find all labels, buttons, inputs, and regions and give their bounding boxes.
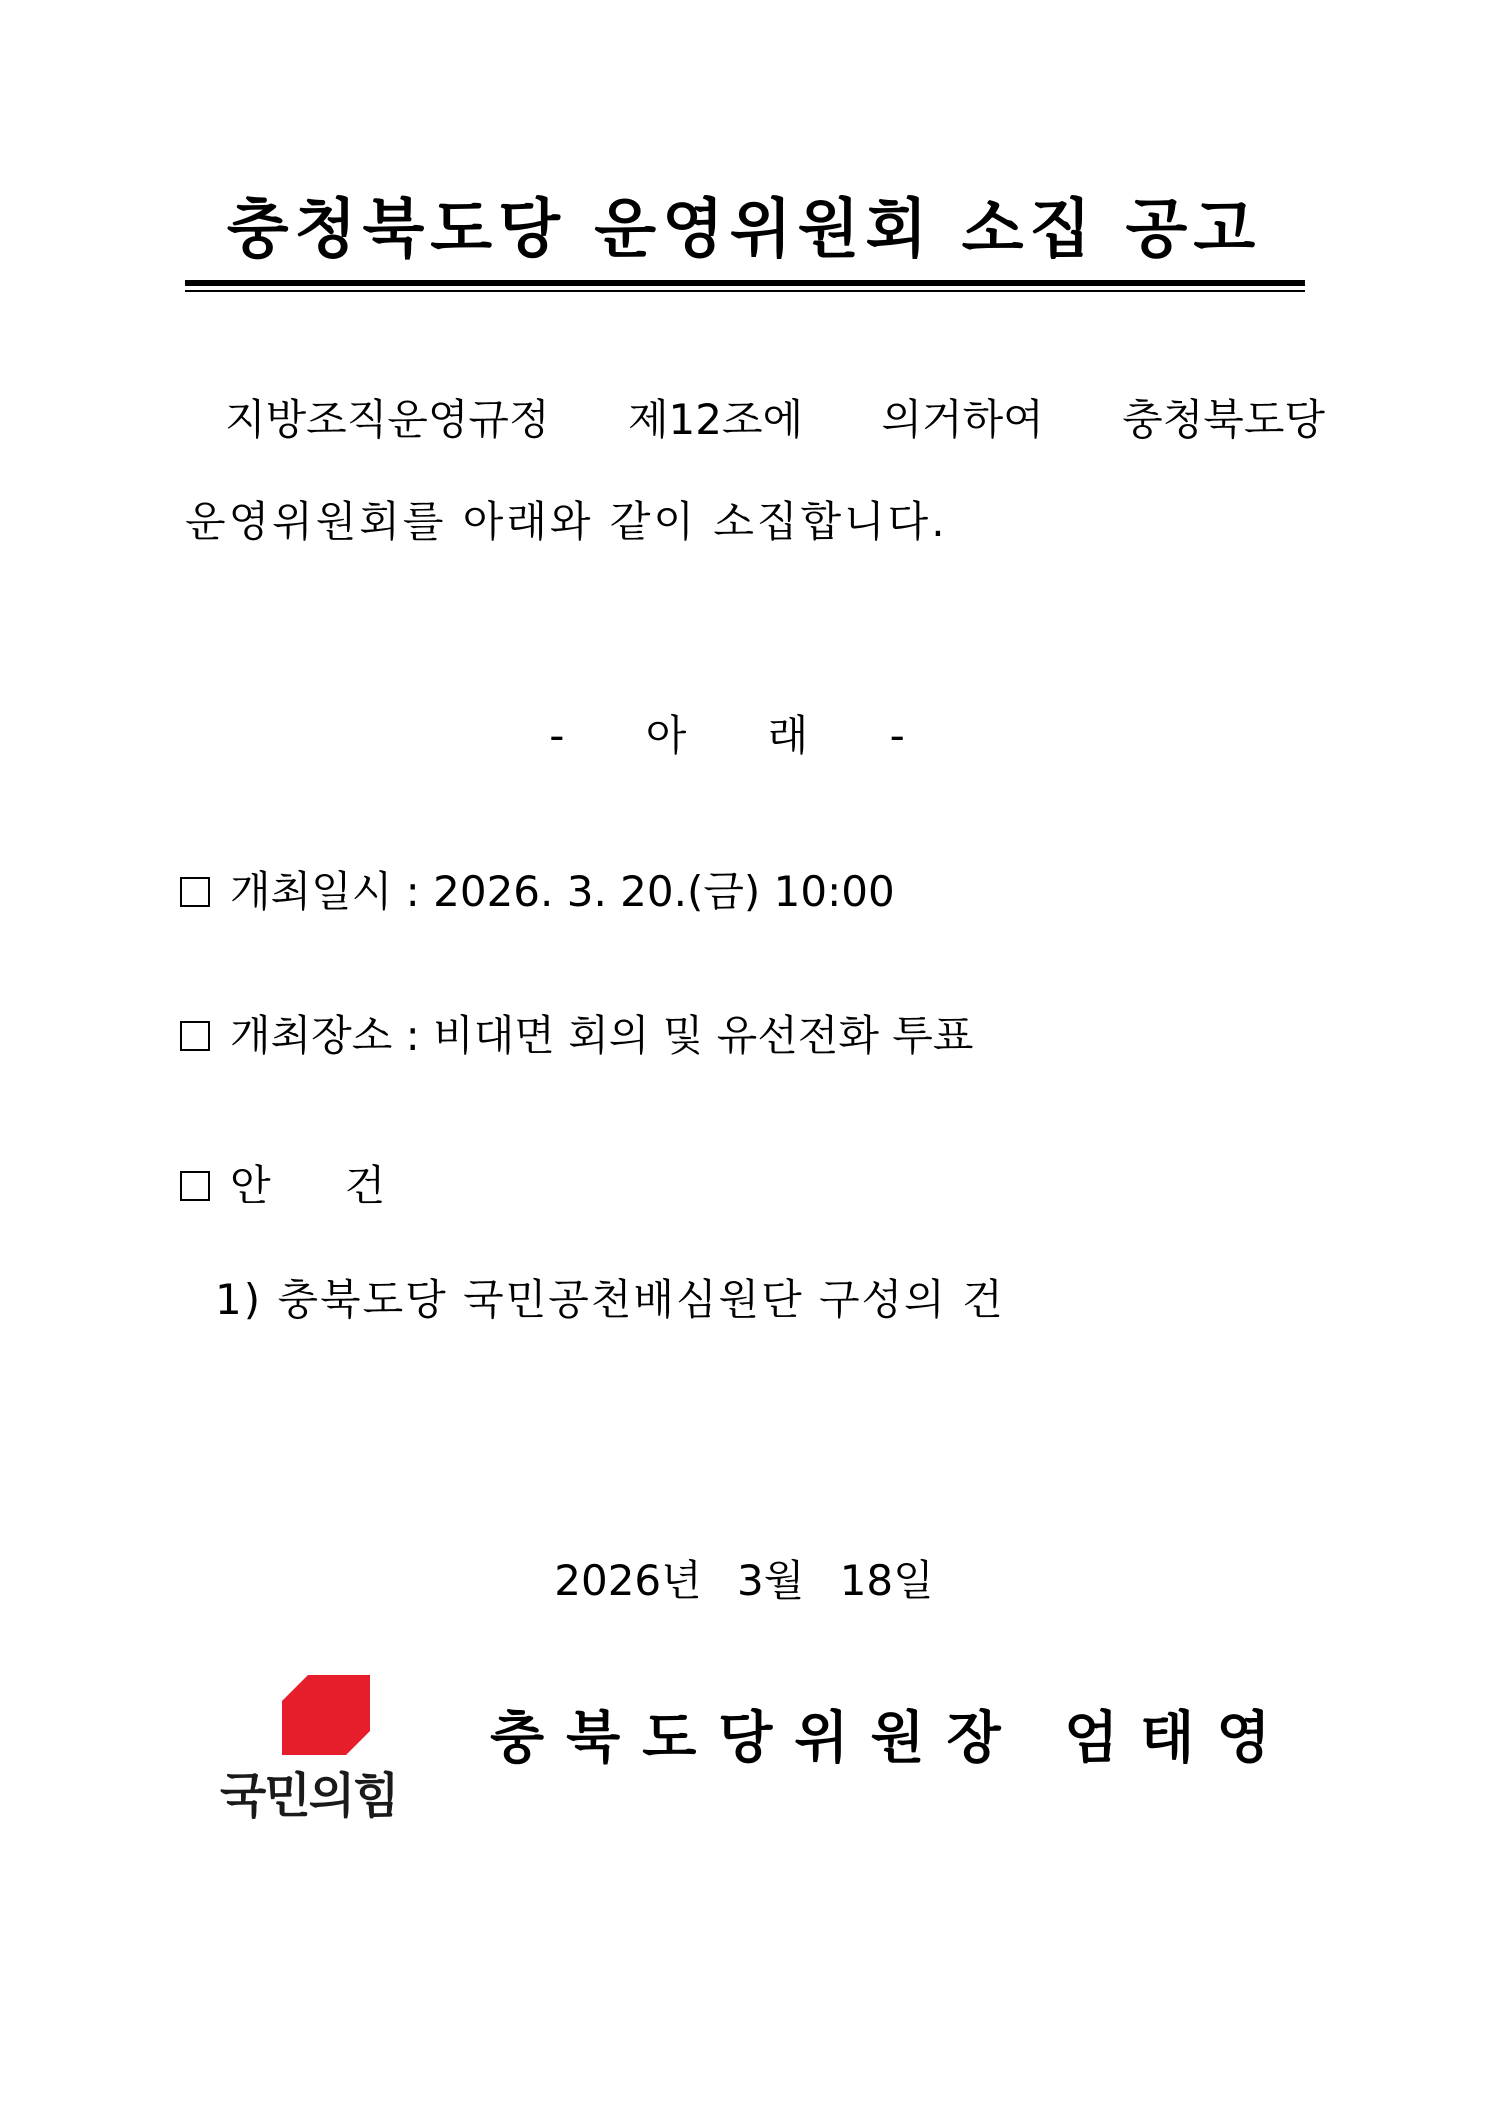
page-title: 충청북도당 운영위원회 소집 공고: [226, 192, 1262, 267]
item-venue-text: 개최장소 : 비대면 회의 및 유선전화 투표: [230, 1011, 974, 1060]
section-heading: - 아 래 -: [549, 711, 939, 760]
item-venue: [180, 1008, 973, 1064]
checkbox-icon: [180, 1171, 210, 1201]
party-logo: [220, 1675, 450, 1835]
item-datetime-text: 개최일시 : 2026. 3. 20.(금) 10:00: [230, 867, 895, 916]
item-agenda-label: 안건: [230, 1161, 460, 1210]
intro-line-2: 운영위원회를 아래와 같이 소집합니다.: [185, 497, 948, 546]
checkbox-icon: [180, 1021, 210, 1051]
title-divider-thick: [185, 280, 1305, 286]
notice-date: 2026년 3월 18일: [554, 1556, 934, 1605]
intro-line-1: [225, 392, 1325, 448]
agenda-item: 1) 충북도당 국민공천배심원단 구성의 건: [215, 1275, 1005, 1324]
signature: 충북도당위원장 엄태영: [490, 1705, 1293, 1771]
party-logo-mark-icon: [282, 1675, 370, 1755]
intro-word: 의거하여: [881, 395, 1044, 444]
intro-word: 충청북도당: [1122, 395, 1325, 444]
intro-word: 지방조직운영규정: [225, 395, 550, 444]
item-datetime: [180, 864, 895, 920]
checkbox-icon: [180, 877, 210, 907]
intro-word: 제12조에: [627, 395, 804, 444]
party-logo-text: 국민의힘: [220, 1768, 398, 1824]
title-divider-thin: [185, 290, 1305, 292]
item-agenda: [180, 1158, 459, 1214]
